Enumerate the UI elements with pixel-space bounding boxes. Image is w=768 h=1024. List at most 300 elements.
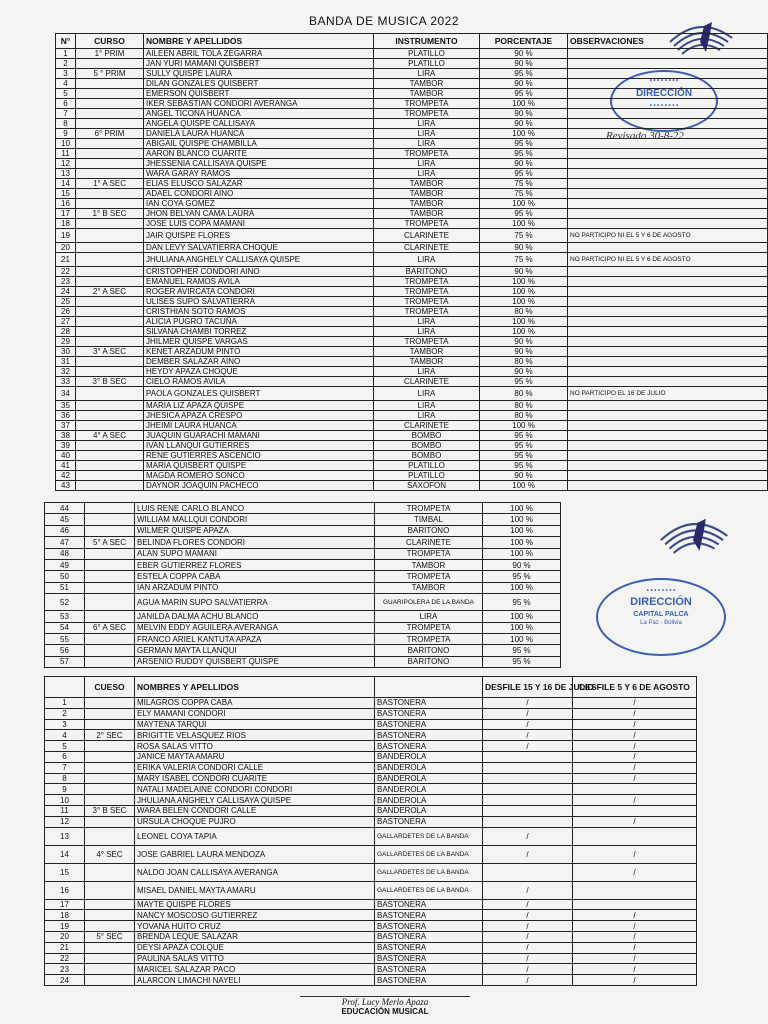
table-row — [45, 827, 697, 845]
table-cell: 5 ° PRIM — [76, 69, 144, 79]
table-cell: 95 % — [480, 69, 568, 79]
table-cell: 95 % — [483, 645, 561, 656]
table-cell: 51 — [45, 582, 85, 593]
table-cell: 36 — [56, 411, 76, 421]
table-row — [56, 377, 768, 387]
table-cell — [85, 881, 135, 899]
table-cell — [85, 816, 135, 827]
table-cell: SILVANA CHAMBI TORREZ — [144, 327, 374, 337]
table-cell — [568, 109, 768, 119]
table-row — [45, 594, 561, 611]
table-cell: CLARINETE — [375, 537, 483, 548]
table-cell: NO PARTICIPO NI EL 5 Y 6 DE AGOSTO — [568, 229, 768, 243]
table-cell: IVAN LLANQUI GUTIERRES — [144, 441, 374, 451]
table-cell: 95 % — [480, 451, 568, 461]
table-cell — [483, 816, 573, 827]
table-cell — [568, 327, 768, 337]
table-cell: / — [573, 762, 697, 773]
table-cell: 6° A SEC — [85, 622, 135, 633]
table-cell: / — [573, 773, 697, 784]
table-cell: BARITONO — [374, 267, 480, 277]
table-cell: CRISTHIAN SOTO RAMOS — [144, 307, 374, 317]
table-row — [45, 525, 561, 536]
table-cell: / — [483, 910, 573, 921]
table-cell: 80 % — [480, 411, 568, 421]
table-cell: ALICIA PUGRO TACUÑA — [144, 317, 374, 327]
table-cell: 100 % — [480, 129, 568, 139]
table-cell: JHULIANA ANGHELY CALLISAYA QUISPE — [135, 795, 375, 806]
table-cell — [76, 253, 144, 267]
table-cell: 90 % — [480, 109, 568, 119]
table-cell: 90 % — [480, 49, 568, 59]
table-cell: EMANUEL RAMOS AVILA — [144, 277, 374, 287]
table-cell: 50 — [45, 571, 85, 582]
table-row — [56, 347, 768, 357]
table-cell: CLARINETE — [374, 377, 480, 387]
table-cell: BRENDA LEQUE SALAZAR — [135, 931, 375, 942]
table-cell — [568, 297, 768, 307]
table-cell — [85, 503, 135, 514]
table-cell: 57 — [45, 656, 85, 667]
table-cell — [85, 773, 135, 784]
table-cell — [76, 267, 144, 277]
table-cell: / — [483, 827, 573, 845]
table-cell: ESTELA COPPA CABA — [135, 571, 375, 582]
table-row — [56, 79, 768, 89]
table-cell: 2° SEC — [85, 730, 135, 741]
table-cell: 17 — [56, 209, 76, 219]
table-cell: LIRA — [374, 129, 480, 139]
table-cell: 20 — [45, 931, 85, 942]
table-cell: YOVANA HUITO CRUZ — [135, 921, 375, 932]
table-cell: BANDEROLA — [375, 784, 483, 795]
table-cell: TAMBOR — [374, 179, 480, 189]
table-cell — [76, 401, 144, 411]
table-cell: ROGER AVIRCATA CONDORI — [144, 287, 374, 297]
table-cell: BOMBO — [374, 451, 480, 461]
table-cell: 53 — [45, 611, 85, 622]
table-cell: 13 — [56, 169, 76, 179]
table-row — [56, 109, 768, 119]
table-cell: / — [483, 942, 573, 953]
table-cell: 49 — [45, 559, 85, 570]
table-cell: / — [483, 698, 573, 709]
table-cell — [76, 139, 144, 149]
table-cell — [76, 451, 144, 461]
table-cell: TROMPETA — [374, 277, 480, 287]
table-row — [56, 253, 768, 267]
table-cell: 100 % — [480, 317, 568, 327]
table-cell: CLARINETE — [374, 421, 480, 431]
table-cell: LIRA — [374, 387, 480, 401]
table-cell: 95 % — [483, 594, 561, 611]
table-cell: PAULINA SALAS VITTO — [135, 953, 375, 964]
table-row — [56, 69, 768, 79]
table-cell — [483, 751, 573, 762]
table-cell: 42 — [56, 471, 76, 481]
table-cell: BANDEROLA — [375, 762, 483, 773]
table-cell: LIRA — [374, 327, 480, 337]
table-cell: 3 — [45, 719, 85, 730]
table-cell: MILAGROS COPPA CABA — [135, 698, 375, 709]
table-cell — [568, 79, 768, 89]
table-row — [56, 297, 768, 307]
table-row — [56, 267, 768, 277]
table-cell: LIRA — [374, 169, 480, 179]
table-row — [56, 129, 768, 139]
table-cell — [568, 267, 768, 277]
table-cell: 95 % — [480, 461, 568, 471]
table-cell — [85, 910, 135, 921]
table-cell: / — [483, 741, 573, 752]
table-cell — [85, 964, 135, 975]
table-cell: JAIR QUISPE FLORES — [144, 229, 374, 243]
table-cell: / — [573, 863, 697, 881]
table-cell: BANDEROLA — [375, 751, 483, 762]
table-cell — [76, 277, 144, 287]
table-cell — [568, 59, 768, 69]
table-row — [56, 401, 768, 411]
table-row — [45, 656, 561, 667]
direction-stamp-2: • • • • • • • • DIRECCIÓN CAPITAL PALCA La Paz - Bolivia — [596, 578, 726, 656]
table-cell — [483, 805, 573, 816]
table-cell: 95 % — [480, 149, 568, 159]
table-cell: 16 — [45, 881, 85, 899]
table-cell: / — [573, 942, 697, 953]
table-cell: 15 — [45, 863, 85, 881]
table-cell: 7 — [56, 109, 76, 119]
table-row — [56, 277, 768, 287]
table-row — [56, 199, 768, 209]
table-cell: 5° A SEC — [85, 537, 135, 548]
table-cell: 9 — [45, 784, 85, 795]
table-cell: 4 — [45, 730, 85, 741]
table-cell: / — [573, 708, 697, 719]
signature-role: EDUCACIÓN MUSICAL — [341, 1007, 429, 1016]
table-cell: / — [573, 964, 697, 975]
table-cell: DILAN GONZALES QUISBERT — [144, 79, 374, 89]
table-row — [45, 537, 561, 548]
table-cell: TROMPETA — [375, 633, 483, 644]
table-cell: JOSE LUIS COPA MAMANI — [144, 219, 374, 229]
table-cell: SAXOFON — [374, 481, 480, 491]
table-cell — [85, 571, 135, 582]
table-cell: / — [483, 719, 573, 730]
table-cell: 1 — [45, 698, 85, 709]
table-row — [45, 881, 697, 899]
column-header: N° — [56, 34, 76, 49]
table-cell — [76, 367, 144, 377]
table-cell — [76, 109, 144, 119]
table-cell: / — [483, 921, 573, 932]
table-cell — [568, 49, 768, 59]
table-cell: 17 — [45, 899, 85, 910]
table-cell: 43 — [56, 481, 76, 491]
table-cell: WARA BELEN CONDORI CALLE — [135, 805, 375, 816]
table-cell: MARIA QUISBERT QUISPE — [144, 461, 374, 471]
table-cell — [85, 656, 135, 667]
table-row — [56, 411, 768, 421]
table-cell: 100 % — [483, 633, 561, 644]
table-cell — [568, 119, 768, 129]
table-cell: AGUA MARIN SUPO SALVATIERRA — [135, 594, 375, 611]
table-row — [45, 863, 697, 881]
table-cell — [573, 784, 697, 795]
table-cell — [85, 741, 135, 752]
table-cell: TROMPETA — [374, 297, 480, 307]
table-cell: 100 % — [483, 622, 561, 633]
table-cell: 26 — [56, 307, 76, 317]
table-row — [45, 964, 697, 975]
table-cell: / — [573, 910, 697, 921]
table-cell: RENE GUTIERRES ASCENCIO — [144, 451, 374, 461]
teacher-signature — [300, 996, 470, 1016]
table-cell: 100 % — [480, 481, 568, 491]
table-cell: BOMBO — [374, 431, 480, 441]
table-header-row — [56, 34, 768, 49]
table-cell: 13 — [45, 827, 85, 845]
table-row — [56, 431, 768, 441]
table-cell: BASTONERA — [375, 698, 483, 709]
table-cell — [568, 337, 768, 347]
table-cell: 33 — [56, 377, 76, 387]
table-cell: 35 — [56, 401, 76, 411]
table-cell: TROMPETA — [374, 109, 480, 119]
table-cell: / — [573, 845, 697, 863]
table-cell: / — [573, 953, 697, 964]
table-cell: ABIGAIL QUISPE CHAMBILLA — [144, 139, 374, 149]
table-row — [56, 149, 768, 159]
table-cell: 95 % — [480, 139, 568, 149]
table-cell: JHULIANA ANGHELY CALLISAYA QUISPE — [144, 253, 374, 267]
table-cell: BASTONERA — [375, 719, 483, 730]
table-cell: KENET ARZADUM PINTO — [144, 347, 374, 357]
table-cell — [85, 525, 135, 536]
table-cell — [568, 377, 768, 387]
table-cell — [76, 199, 144, 209]
table-row — [45, 730, 697, 741]
table-cell: 6 — [56, 99, 76, 109]
column-header: NOMBRE Y APELLIDOS — [144, 34, 374, 49]
table-cell — [85, 921, 135, 932]
column-header: NOMBRES Y APELLIDOS — [135, 677, 375, 698]
table-cell: 18 — [45, 910, 85, 921]
signature-name: Prof. Lucy Merlo Apaza — [300, 996, 470, 1007]
table-row — [45, 773, 697, 784]
table-cell: 2 — [45, 708, 85, 719]
table-cell — [76, 357, 144, 367]
table-row — [56, 387, 768, 401]
table-cell — [85, 751, 135, 762]
table-cell: TROMPETA — [375, 571, 483, 582]
table-cell: 37 — [56, 421, 76, 431]
table-cell: BASTONERA — [375, 975, 483, 986]
table-cell — [568, 401, 768, 411]
table-cell — [85, 582, 135, 593]
table-row — [56, 307, 768, 317]
table-cell: 90 % — [480, 59, 568, 69]
table-cell: LIRA — [375, 611, 483, 622]
table-cell: 27 — [56, 317, 76, 327]
table-cell — [483, 795, 573, 806]
table-cell: BASTONERA — [375, 741, 483, 752]
table-cell: / — [573, 795, 697, 806]
table-cell: NO PARTICIPO NI EL 5 Y 6 DE AGOSTO — [568, 253, 768, 267]
table-cell — [76, 441, 144, 451]
table-cell: TROMPETA — [375, 503, 483, 514]
table-cell — [568, 89, 768, 99]
table-cell: AARON BLANCO CUARITE — [144, 149, 374, 159]
table-cell: 12 — [56, 159, 76, 169]
table-cell: BASTONERA — [375, 931, 483, 942]
table-cell: 24 — [56, 287, 76, 297]
table-cell: MISAEL DANIEL MAYTA AMARU — [135, 881, 375, 899]
table-row — [56, 229, 768, 243]
table-cell: LUIS RENE CARLO BLANCO — [135, 503, 375, 514]
table-cell: 90 % — [480, 367, 568, 377]
table-cell: 100 % — [480, 99, 568, 109]
table-cell: GALLARDETES DE LA BANDA — [375, 845, 483, 863]
table-cell: 18 — [56, 219, 76, 229]
table-cell: JHEIMI LAURA HUANCA — [144, 421, 374, 431]
table-cell — [568, 99, 768, 109]
table-cell: TAMBOR — [374, 79, 480, 89]
table-cell: ANGELA QUISPE CALLISAYA — [144, 119, 374, 129]
table-cell: JUAQUIN GUARACHI MAMANI — [144, 431, 374, 441]
column-header: CUESO — [85, 677, 135, 698]
table-cell: JHESICA APAZA CRESPO — [144, 411, 374, 421]
table-cell: JAN YURI MAMANI QUISBERT — [144, 59, 374, 69]
table-cell: 40 — [56, 451, 76, 461]
table-header-row — [45, 677, 697, 698]
table-cell — [85, 708, 135, 719]
table-row — [56, 189, 768, 199]
table-row — [45, 719, 697, 730]
table-cell: 3 — [56, 69, 76, 79]
table-cell — [76, 219, 144, 229]
table-row — [56, 139, 768, 149]
table-cell: PLATILLO — [374, 461, 480, 471]
table-cell: 80 % — [480, 307, 568, 317]
column-header: DESFILE 15 Y 16 DE JULIO — [483, 677, 573, 698]
table-cell: JANILDA DALMA ACHU BLANCO — [135, 611, 375, 622]
table-cell — [483, 773, 573, 784]
table-cell: 90 % — [480, 267, 568, 277]
table-cell: JOSE GABRIEL LAURA MENDOZA — [135, 845, 375, 863]
table-cell: BARITONO — [375, 656, 483, 667]
table-row — [56, 119, 768, 129]
table-row — [45, 514, 561, 525]
table-cell: / — [483, 964, 573, 975]
table-cell: 1° PRIM — [76, 49, 144, 59]
table-cell: / — [483, 975, 573, 986]
table-cell: GERMAN MAYTA LLANQUI — [135, 645, 375, 656]
table-cell: 21 — [56, 253, 76, 267]
table-row — [56, 99, 768, 109]
table-row — [45, 698, 697, 709]
table-cell: 6 — [45, 751, 85, 762]
table-cell: LIRA — [374, 411, 480, 421]
table-cell: JHILMER QUISPE VARGAS — [144, 337, 374, 347]
table-cell: 10 — [45, 795, 85, 806]
table-cell — [483, 863, 573, 881]
table-cell: BRIGITTE VELASQUEZ RIOS — [135, 730, 375, 741]
table-row — [56, 337, 768, 347]
table-cell — [85, 719, 135, 730]
table-cell: LIRA — [374, 139, 480, 149]
table-cell: CIELO RAMOS AVILA — [144, 377, 374, 387]
table-cell: 54 — [45, 622, 85, 633]
table-cell — [573, 805, 697, 816]
table-cell: / — [483, 953, 573, 964]
table-cell: 7 — [45, 762, 85, 773]
table-cell — [76, 337, 144, 347]
table-row — [56, 159, 768, 169]
table-row — [45, 921, 697, 932]
table-cell — [76, 317, 144, 327]
table-cell: MAYTENA TARQUI — [135, 719, 375, 730]
table-cell: BASTONERA — [375, 942, 483, 953]
table-row — [56, 89, 768, 99]
table-cell: 21 — [45, 942, 85, 953]
table-cell — [85, 559, 135, 570]
column-header: DESFILE 5 Y 6 DE AGOSTO — [573, 677, 697, 698]
column-header: INSTRUMENTO — [374, 34, 480, 49]
table-cell: LIRA — [374, 253, 480, 267]
table-cell: TAMBOR — [374, 357, 480, 367]
table-row — [45, 910, 697, 921]
column-header — [375, 677, 483, 698]
table-cell — [568, 471, 768, 481]
table-cell: 8 — [45, 773, 85, 784]
table-cell: 100 % — [480, 277, 568, 287]
table-cell: TAMBOR — [375, 559, 483, 570]
table-cell — [85, 548, 135, 559]
table-row — [56, 327, 768, 337]
table-cell: 12 — [45, 816, 85, 827]
table-cell: 52 — [45, 594, 85, 611]
table-cell — [85, 762, 135, 773]
table-row — [45, 611, 561, 622]
table-cell — [568, 189, 768, 199]
table-cell: TROMPETA — [375, 622, 483, 633]
table-cell: WILMER QUISPE APAZA — [135, 525, 375, 536]
table-cell: BASTONERA — [375, 899, 483, 910]
table-cell: JANICE MAYTA AMARU — [135, 751, 375, 762]
table-cell: LIRA — [374, 69, 480, 79]
table-cell: MARY ISABEL CONDORI CUARITE — [135, 773, 375, 784]
table-cell: BARITONO — [375, 645, 483, 656]
table-cell: 22 — [45, 953, 85, 964]
table-cell: HEYDY APAZA CHOQUE — [144, 367, 374, 377]
table-cell: 3° B SEC — [76, 377, 144, 387]
table-cell: / — [483, 845, 573, 863]
table-row — [45, 751, 697, 762]
table-cell — [76, 119, 144, 129]
table-row — [56, 179, 768, 189]
table-cell: PLATILLO — [374, 471, 480, 481]
table-cell: 34 — [56, 387, 76, 401]
table-cell: 39 — [56, 441, 76, 451]
table-cell: 30 — [56, 347, 76, 357]
table-cell: 90 % — [480, 119, 568, 129]
table-row — [56, 209, 768, 219]
table-cell: PLATILLO — [374, 59, 480, 69]
table-cell: / — [573, 730, 697, 741]
table-cell: TAMBOR — [374, 189, 480, 199]
table-cell: WILLIAM MALLQUI CONDORI — [135, 514, 375, 525]
table-row — [56, 49, 768, 59]
